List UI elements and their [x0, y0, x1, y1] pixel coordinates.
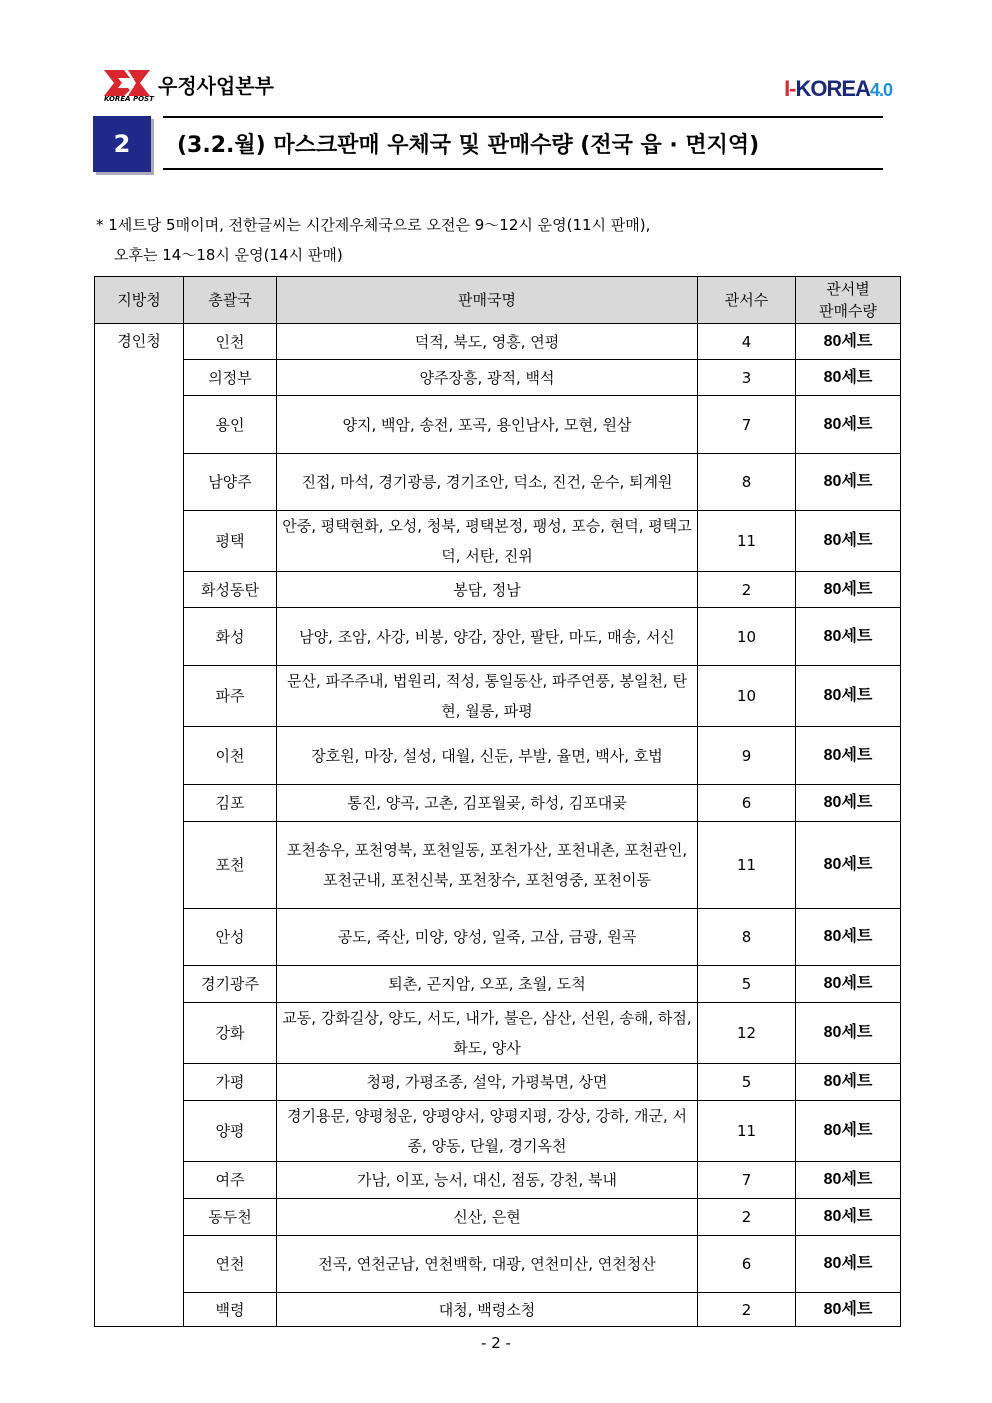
- brand-version: 4.0: [869, 80, 892, 100]
- hq-cell: 포천: [184, 822, 277, 909]
- region-cell: 경인청: [95, 324, 184, 1327]
- offices-cell: 진접, 마석, 경기광릉, 경기조안, 덕소, 진건, 운수, 퇴계원: [277, 454, 698, 511]
- offices-cell: 청평, 가평조종, 설악, 가평북면, 상면: [277, 1064, 698, 1101]
- section-number: 2: [93, 116, 151, 172]
- amount-cell: 80세트: [796, 966, 901, 1003]
- offices-cell: 덕적, 북도, 영흥, 연평: [277, 324, 698, 360]
- offices-cell: 포천송우, 포천영북, 포천일동, 포천가산, 포천내촌, 포천관인, 포천군내, 포천신북, 포천창수, 포천영중, 포천이동: [277, 822, 698, 909]
- hq-cell: 화성동탄: [184, 572, 277, 608]
- header-region: 지방청: [95, 277, 184, 324]
- hq-cell: 김포: [184, 785, 277, 822]
- table-row: [95, 1162, 901, 1199]
- offices-cell: 교동, 강화길상, 양도, 서도, 내가, 불은, 삼산, 선원, 송해, 하점, 화도, 양사: [277, 1003, 698, 1064]
- amount-cell: 80세트: [796, 1003, 901, 1064]
- amount-cell: 80세트: [796, 1101, 901, 1162]
- hq-cell: 이천: [184, 727, 277, 785]
- brand-i: I-: [784, 76, 796, 101]
- header-count: 관서수: [698, 277, 796, 324]
- hq-cell: 파주: [184, 666, 277, 727]
- logo-subtitle: KOREA POST: [104, 95, 154, 103]
- offices-cell: 경기용문, 양평청운, 양평양서, 양평지평, 강상, 강하, 개군, 서종, 양동, 단월, 경기옥천: [277, 1101, 698, 1162]
- count-cell: 11: [698, 1101, 796, 1162]
- count-cell: 7: [698, 396, 796, 454]
- amount-cell: 80세트: [796, 454, 901, 511]
- table-row: [95, 966, 901, 1003]
- offices-cell: 문산, 파주주내, 법원리, 적성, 통일동산, 파주연풍, 봉일천, 탄현, 월롱, 파평: [277, 666, 698, 727]
- offices-cell: 가남, 이포, 능서, 대신, 점동, 강천, 북내: [277, 1162, 698, 1199]
- header-offices: 판매국명: [277, 277, 698, 324]
- hq-cell: 남양주: [184, 454, 277, 511]
- table-row: [95, 666, 901, 727]
- amount-cell: 80세트: [796, 396, 901, 454]
- table-row: [95, 511, 901, 572]
- offices-cell: 통진, 양곡, 고촌, 김포월곶, 하성, 김포대곶: [277, 785, 698, 822]
- offices-cell: 전곡, 연천군남, 연천백학, 대광, 연천미산, 연천청산: [277, 1236, 698, 1293]
- count-cell: 2: [698, 572, 796, 608]
- amount-cell: 80세트: [796, 785, 901, 822]
- korea-post-logo: [104, 68, 274, 104]
- table-row: [95, 454, 901, 511]
- note: [96, 210, 650, 270]
- count-cell: 2: [698, 1293, 796, 1327]
- amount-cell: 80세트: [796, 608, 901, 666]
- offices-cell: 신산, 은현: [277, 1199, 698, 1236]
- logo-text: 우정사업본부: [158, 74, 274, 98]
- hq-cell: 안성: [184, 909, 277, 966]
- hq-cell: 강화: [184, 1003, 277, 1064]
- offices-cell: 양주장흥, 광적, 백석: [277, 360, 698, 396]
- count-cell: 7: [698, 1162, 796, 1199]
- amount-cell: 80세트: [796, 572, 901, 608]
- hq-cell: 백령: [184, 1293, 277, 1327]
- count-cell: 4: [698, 324, 796, 360]
- count-cell: 5: [698, 966, 796, 1003]
- count-cell: 12: [698, 1003, 796, 1064]
- amount-cell: 80세트: [796, 360, 901, 396]
- hq-cell: 가평: [184, 1064, 277, 1101]
- offices-cell: 안중, 평택현화, 오성, 청북, 평택본정, 팽성, 포승, 현덕, 평택고덕, 서탄, 진위: [277, 511, 698, 572]
- hq-cell: 의정부: [184, 360, 277, 396]
- table-row: [95, 360, 901, 396]
- count-cell: 10: [698, 666, 796, 727]
- amount-cell: 80세트: [796, 1236, 901, 1293]
- header-amount-label: 관서별 판매수량: [819, 280, 877, 320]
- section-header: [93, 116, 883, 172]
- offices-cell: 퇴촌, 곤지암, 오포, 초월, 도척: [277, 966, 698, 1003]
- count-cell: 6: [698, 1236, 796, 1293]
- page-number: - 2 -: [481, 1334, 511, 1352]
- sales-table: [94, 276, 901, 1327]
- amount-cell: 80세트: [796, 822, 901, 909]
- amount-cell: 80세트: [796, 324, 901, 360]
- table-row: [95, 1236, 901, 1293]
- table-row: [95, 608, 901, 666]
- table-header-row: [95, 277, 901, 324]
- header-amount: [796, 277, 901, 324]
- table-body: [95, 324, 901, 1327]
- table-row: [95, 822, 901, 909]
- offices-cell: 봉담, 정남: [277, 572, 698, 608]
- amount-cell: 80세트: [796, 511, 901, 572]
- count-cell: 9: [698, 727, 796, 785]
- count-cell: 11: [698, 511, 796, 572]
- amount-cell: 80세트: [796, 909, 901, 966]
- count-cell: 8: [698, 909, 796, 966]
- table-row: [95, 727, 901, 785]
- korea-post-emblem-icon: [104, 68, 154, 104]
- table-row: [95, 1064, 901, 1101]
- hq-cell: 용인: [184, 396, 277, 454]
- section-title: (3.2.월) 마스크판매 우체국 및 판매수량 (전국 읍 · 면지역): [163, 116, 883, 170]
- amount-cell: 80세트: [796, 1199, 901, 1236]
- hq-cell: 여주: [184, 1162, 277, 1199]
- table-row: [95, 909, 901, 966]
- table-row: [95, 572, 901, 608]
- amount-cell: 80세트: [796, 727, 901, 785]
- table-row: [95, 1293, 901, 1327]
- table-row: [95, 1101, 901, 1162]
- header-hq: 총괄국: [184, 277, 277, 324]
- hq-cell: 경기광주: [184, 966, 277, 1003]
- i-korea-brand: [784, 76, 892, 102]
- hq-cell: 동두천: [184, 1199, 277, 1236]
- hq-cell: 평택: [184, 511, 277, 572]
- count-cell: 5: [698, 1064, 796, 1101]
- table-row: [95, 324, 901, 360]
- amount-cell: 80세트: [796, 666, 901, 727]
- table-row: [95, 396, 901, 454]
- offices-cell: 양지, 백암, 송전, 포곡, 용인남사, 모현, 원삼: [277, 396, 698, 454]
- offices-cell: 대청, 백령소청: [277, 1293, 698, 1327]
- table-row: [95, 785, 901, 822]
- count-cell: 10: [698, 608, 796, 666]
- offices-cell: 남양, 조암, 사강, 비봉, 양감, 장안, 팔탄, 마도, 매송, 서신: [277, 608, 698, 666]
- count-cell: 2: [698, 1199, 796, 1236]
- amount-cell: 80세트: [796, 1293, 901, 1327]
- amount-cell: 80세트: [796, 1162, 901, 1199]
- count-cell: 8: [698, 454, 796, 511]
- note-line-2: 오후는 14～18시 운영(14시 판매): [114, 246, 343, 264]
- offices-cell: 공도, 죽산, 미양, 양성, 일죽, 고삼, 금광, 원곡: [277, 909, 698, 966]
- count-cell: 6: [698, 785, 796, 822]
- brand-korea: KOREA: [795, 76, 870, 101]
- hq-cell: 화성: [184, 608, 277, 666]
- table-row: [95, 1003, 901, 1064]
- table-row: [95, 1199, 901, 1236]
- hq-cell: 양평: [184, 1101, 277, 1162]
- amount-cell: 80세트: [796, 1064, 901, 1101]
- hq-cell: 연천: [184, 1236, 277, 1293]
- offices-cell: 장호원, 마장, 설성, 대월, 신둔, 부발, 율면, 백사, 호법: [277, 727, 698, 785]
- count-cell: 11: [698, 822, 796, 909]
- hq-cell: 인천: [184, 324, 277, 360]
- count-cell: 3: [698, 360, 796, 396]
- note-line-1: * 1세트당 5매이며, 전한글씨는 시간제우체국으로 오전은 9～12시 운영(11시 판매),: [96, 216, 651, 234]
